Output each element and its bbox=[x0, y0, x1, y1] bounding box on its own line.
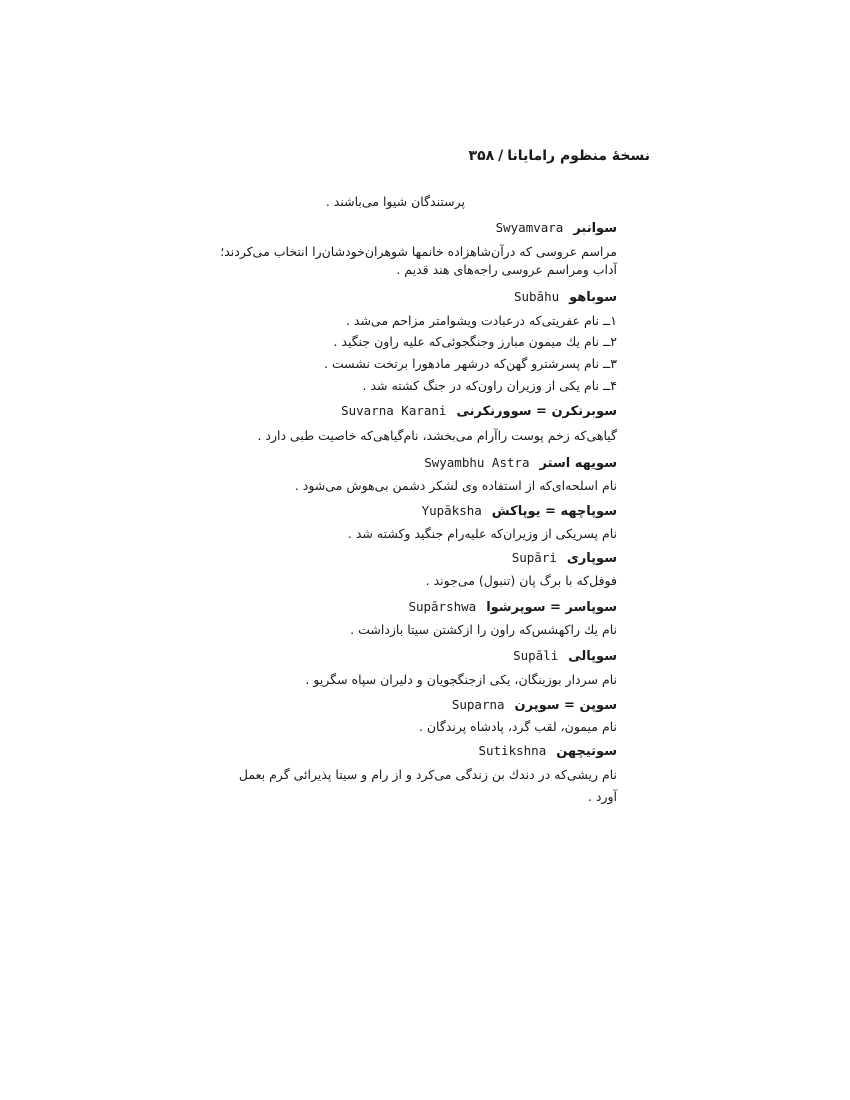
entry-text-line: گیاهی‌که زخم پوست راآرام می‌بخشد، نام‌گیاهی‌که خاصیت طبی دارد . bbox=[257, 428, 617, 443]
entry-headword: سوپاری bbox=[566, 551, 617, 566]
entry-latin: Subāhu bbox=[513, 289, 560, 304]
entry-text-line: ۱ــ نام عفریتی‌که درعبادت ویشوامتر مزاحم می‌شد . bbox=[345, 313, 617, 328]
entry-latin: Suvarna Karani bbox=[341, 403, 447, 418]
entry-text-line: ۳ــ نام پسرشترو گهن‌که درشهر مادهورا برتخت نشست . bbox=[323, 356, 617, 371]
entry-headword: سوپالی bbox=[568, 649, 617, 664]
entry-text-line: آداب ومراسم عروسی راجه‌های هند قدیم . bbox=[396, 262, 617, 277]
entry-latin: Supārshwa bbox=[408, 599, 477, 614]
entry-text-line: پرستندگان شیوا می‌باشند . bbox=[325, 194, 465, 209]
entry-latin: Yupāksha bbox=[421, 503, 482, 518]
entry-heading bbox=[452, 697, 617, 713]
entry-text-line: ۴ــ نام یکی از وزیران راون‌که در جنگ کشته شد . bbox=[362, 378, 617, 393]
entry-heading bbox=[478, 743, 617, 759]
entry-latin: Swyamvara bbox=[495, 220, 564, 235]
entry-heading bbox=[422, 503, 617, 519]
entry-heading bbox=[513, 648, 617, 664]
entry-headword: سوباهو bbox=[569, 290, 617, 305]
entry-text-line: نام میمون، لقب گرد، پادشاه پرندگان . bbox=[418, 719, 617, 734]
entry-text-line: نام اسلحه‌ای‌که از استفاده وی لشکر دشمن بی‌هوش می‌شود . bbox=[294, 478, 617, 493]
entry-latin: Supāli bbox=[513, 648, 559, 663]
running-header-title: نسخهٔ منظوم رامایانا bbox=[507, 148, 650, 164]
entry-text-line: نام یك راکهشس‌که راون را ازکشتن سیتا بازداشت . bbox=[350, 622, 617, 637]
entry-headword: سوتیچهن bbox=[556, 744, 617, 759]
entry-headword: سوپاسر = سوپرشوا bbox=[486, 600, 617, 615]
entry-headword: سوپن = سوپرن bbox=[514, 698, 617, 713]
entry-text-line: مراسم عروسی که درآن‌شاهزاده خانمها شوهران‌خودشان‌را انتخاب می‌کردند؛ bbox=[220, 244, 617, 259]
entry-heading bbox=[408, 599, 617, 615]
page-number: ۳۵۸ bbox=[468, 148, 495, 164]
entry-heading bbox=[496, 220, 617, 236]
running-header bbox=[469, 148, 650, 164]
entry-headword: سوپاچهه = یوپاکش bbox=[491, 504, 617, 519]
entry-heading bbox=[424, 455, 617, 471]
entry-headword: سوبرنکرن = سوورنکرنی bbox=[456, 404, 617, 419]
entry-latin: Supāri bbox=[511, 550, 557, 565]
entry-headword: سویهه استر bbox=[539, 456, 617, 471]
entry-text-line: نام سردار بوزینگان، یکی ازجنگجویان و دلیران سپاه سگریو . bbox=[305, 672, 617, 687]
entry-text-line: ۲ــ نام یك میمون مبارز وجنگجوئی‌که علیه راون جنگید . bbox=[333, 334, 617, 349]
entry-text-line: نام ریشی‌که در دندك بن زندگی می‌کرد و از رام و سیتا پذیرائی گرم بعمل bbox=[238, 767, 617, 782]
entry-latin: Sutikshna bbox=[478, 743, 547, 758]
entry-headword: سوانبر bbox=[573, 221, 617, 236]
entry-heading bbox=[341, 403, 617, 419]
entry-heading bbox=[512, 550, 617, 566]
entry-text-line: فوفل‌که با برگ پان (تنبول) می‌جوند . bbox=[425, 573, 617, 588]
entry-text-line: نام پسریکی از وزیران‌که علیه‌رام جنگید وکشته شد . bbox=[347, 526, 617, 541]
header-separator: / bbox=[498, 148, 504, 164]
entry-latin: Suparna bbox=[451, 697, 505, 712]
entry-heading bbox=[514, 289, 617, 305]
entry-latin: Swyambhu Astra bbox=[424, 455, 530, 470]
entry-text-line: آورد . bbox=[587, 789, 617, 804]
